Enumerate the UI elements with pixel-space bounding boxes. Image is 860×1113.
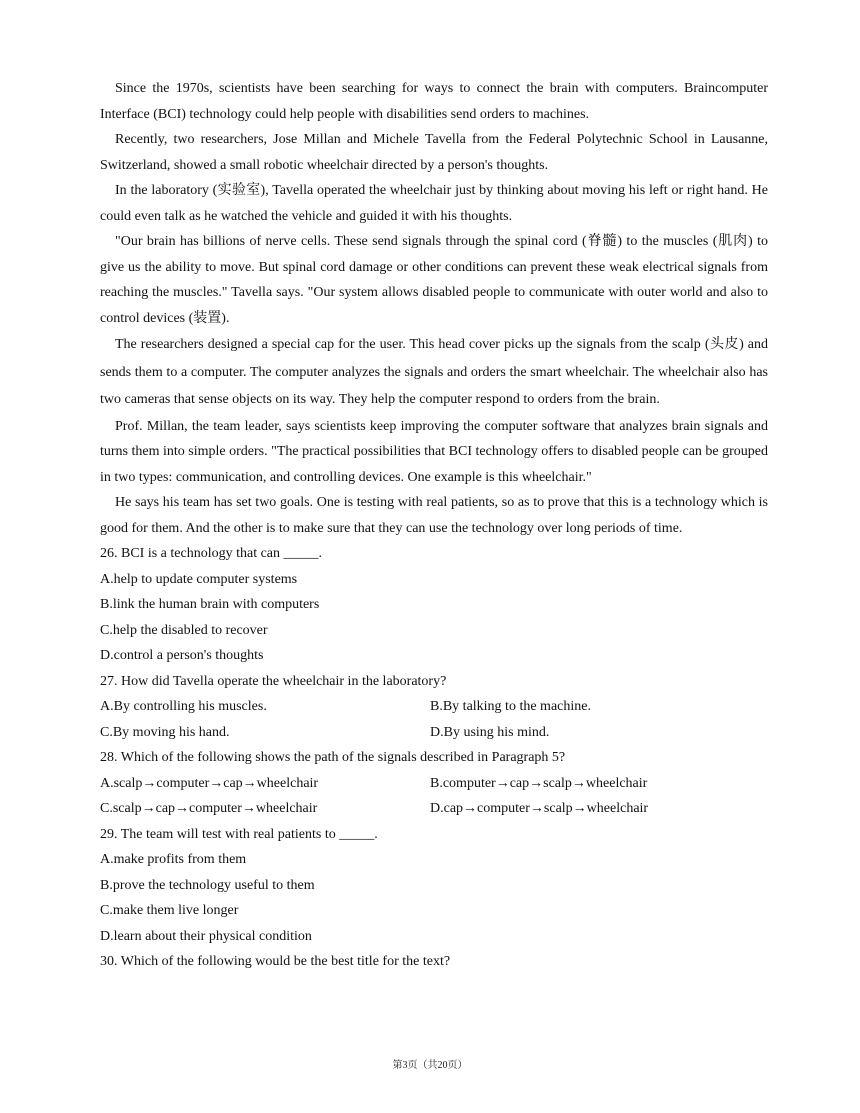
paragraph-6: Prof. Millan, the team leader, says scientists keep improving the computer software that analyzes brain signals and turns them into simple orders. "The practical possibilities that BCI technology offers to disabled people can be grouped in two types: communication, and controlling devices. One example is this wheelchair."	[100, 418, 768, 485]
paragraph-3: In the laboratory (实验室), Tavella operated the wheelchair just by thinking about moving his left or right hand. He could even talk as he watched the vehicle and guided it with his thoughts.	[100, 183, 768, 224]
question-30	[100, 949, 768, 975]
option-a: A.scalp→computer→cap→wheelchair	[100, 775, 319, 791]
option-b: B.By talking to the machine.	[430, 699, 591, 714]
page-footer: 第3页（共20页）	[392, 1060, 468, 1071]
option-a: A.make profits from them	[100, 852, 247, 867]
option-b: B.computer→cap→scalp→wheelchair	[430, 775, 648, 791]
question-26	[100, 541, 768, 669]
question-29	[100, 822, 768, 950]
question-stem: 30. Which of the following would be the best title for the text?	[100, 954, 451, 969]
option-a: A.help to update computer systems	[100, 571, 298, 587]
option-c: C.scalp→cap→computer→wheelchair	[100, 801, 318, 816]
option-d: D.By using his mind.	[430, 724, 550, 740]
option-b: B.link the human brain with computers	[100, 597, 320, 612]
paragraph-7: He says his team has set two goals. One is testing with real patients, so as to prove that this is a technology which is good for them. And the other is to make sure that they can use the technology over long periods of time.	[100, 495, 768, 536]
paragraph-2: Recently, two researchers, Jose Millan and Michele Tavella from the Federal Polytechnic School in Lausanne, Switzerland, showed a small robotic wheelchair directed by a person's thoughts.	[100, 132, 768, 173]
option-c: C.make them live longer	[100, 903, 239, 918]
option-c: C.By moving his hand.	[100, 724, 230, 740]
question-27	[100, 669, 768, 746]
question-28	[100, 745, 768, 822]
option-d: D.learn about their physical condition	[100, 928, 312, 944]
options-row	[100, 720, 768, 746]
reading-passage	[100, 76, 768, 541]
paragraph-1: Since the 1970s, scientists have been searching for ways to connect the brain with computers. Braincomputer Interface (BCI) technology could help people with disabilities send orders to machines.	[100, 81, 768, 122]
option-d: D.control a person's thoughts	[100, 648, 264, 663]
paragraph-5: The researchers designed a special cap for the user. This head cover picks up the signals from the scalp (头皮) and sends them to a computer. The computer analyzes the signals and orders the smart wheelchair. The wheelchair also has two cameras that sense objects on its way. They help the computer respond to orders from the brain.	[100, 337, 768, 407]
options-row	[100, 694, 768, 720]
option-b: B.prove the technology useful to them	[100, 877, 315, 893]
paragraph-4: "Our brain has billions of nerve cells. These send signals through the spinal cord (脊髓) to the muscles (肌肉) to give us the ability to move. But spinal cord damage or other conditions can prevent these weak electrical signals from reaching the muscles." Tavella says. "Our system allows disabled people to communicate with outer world and also to control devices (装置).	[100, 234, 768, 326]
option-c: C.help the disabled to recover	[100, 622, 268, 638]
options-row	[100, 771, 768, 797]
question-stem: 26. BCI is a technology that can _____.	[100, 546, 323, 561]
options-row	[100, 796, 768, 822]
option-a: A.By controlling his muscles.	[100, 699, 267, 714]
question-stem: 29. The team will test with real patients to _____.	[100, 826, 378, 842]
option-d: D.cap→computer→scalp→wheelchair	[430, 801, 649, 816]
question-stem: 28. Which of the following shows the path of the signals described in Paragraph 5?	[100, 750, 566, 765]
document-page	[100, 76, 768, 975]
question-stem: 27. How did Tavella operate the wheelchair in the laboratory?	[100, 673, 447, 689]
